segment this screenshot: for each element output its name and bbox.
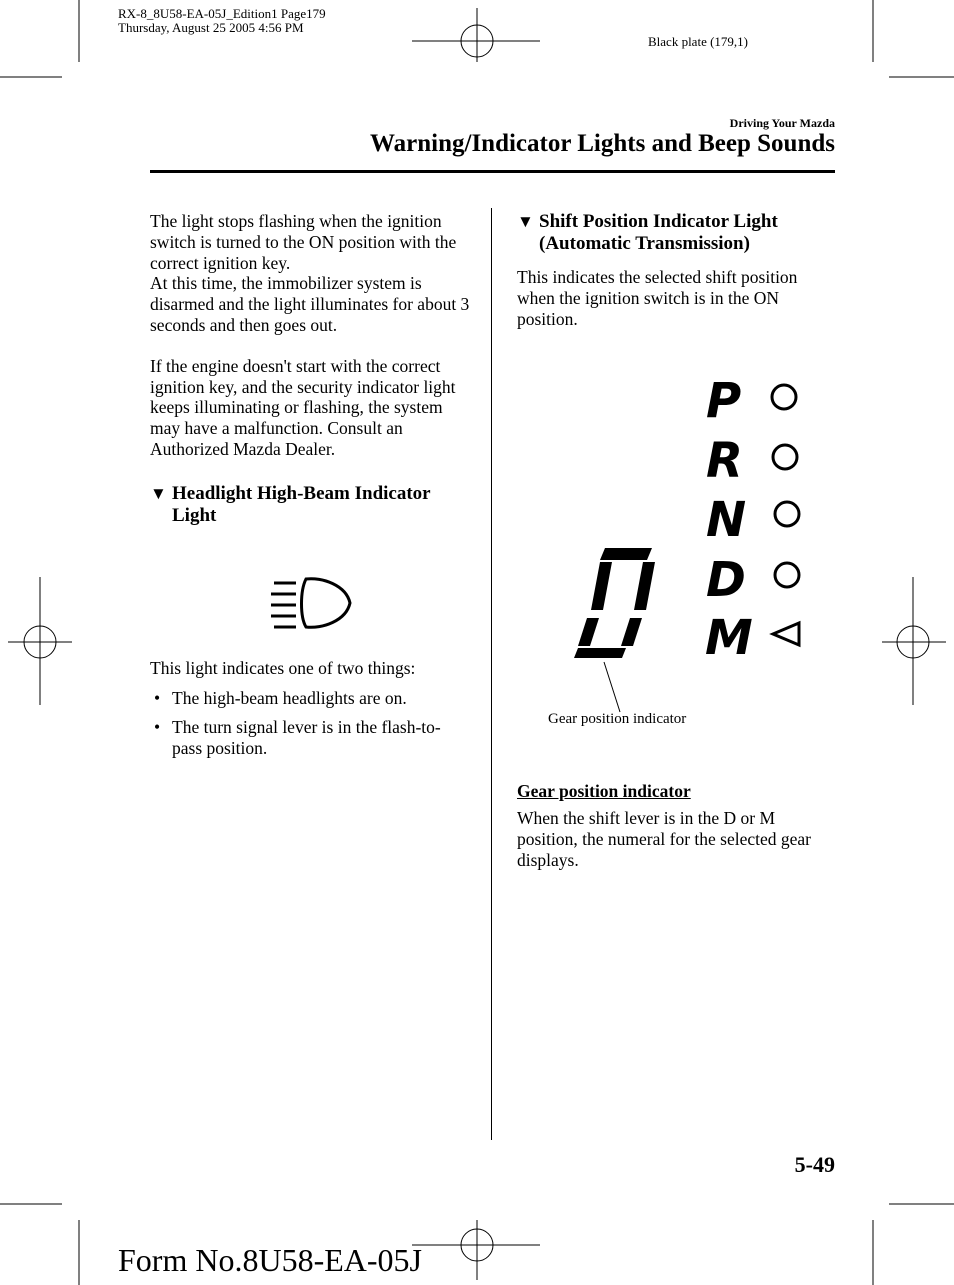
print-info-line2: Thursday, August 25 2005 4:56 PM — [118, 20, 304, 35]
seven-segment-digit — [574, 548, 655, 658]
down-triangle-icon: ▼ — [517, 212, 534, 231]
diagram-caption: Gear position indicator — [548, 711, 687, 727]
plate-label: Black plate (179,1) — [648, 34, 748, 49]
left-triangle-icon — [773, 623, 799, 645]
page-number: 5-49 — [794, 1152, 835, 1177]
print-info-line1: RX-8_8U58-EA-05J_Edition1 Page179 — [118, 6, 326, 21]
list-item: • The turn signal lever is in the flash-to-pass position. — [154, 717, 441, 759]
shift-paragraph: This indicates the selected shift position when the ignition switch is in the ON position. — [517, 267, 798, 329]
gear-position-paragraph: When the shift lever is in the D or M position, the numeral for the selected gear displays. — [517, 808, 811, 870]
gear-d-label: D — [706, 552, 746, 608]
headlight-intro: This light indicates one of two things: — [150, 657, 416, 678]
gear-m-label: M — [705, 610, 753, 666]
paragraph-flashing: The light stops flashing when the ignition switch is turned to the ON position with the correct ignition key. — [150, 211, 457, 273]
page-title: Warning/Indicator Lights and Beep Sounds — [370, 130, 835, 157]
list-item: • The high-beam headlights are on. — [154, 687, 407, 708]
gear-p-label: P — [706, 373, 742, 429]
down-triangle-icon: ▼ — [150, 483, 167, 503]
gear-n-label: N — [706, 492, 747, 548]
gear-r-label: R — [706, 433, 743, 489]
gear-position-heading: Gear position indicator — [517, 781, 691, 801]
headlight-heading-text: Headlight High-Beam Indicator Light — [172, 482, 431, 526]
gear-position-section — [517, 781, 837, 870]
paragraph-disarmed: At this time, the immobilizer system is disarmed and the light illuminates for about 3 seconds and then goes out. — [150, 273, 470, 335]
section-label: Driving Your Mazda — [729, 116, 835, 130]
gear-d-indicator — [775, 563, 799, 587]
gear-p-indicator — [772, 385, 796, 409]
gear-r-indicator — [773, 445, 797, 469]
shift-heading-text: Shift Position Indicator Light (Automatic Transmission) — [539, 211, 778, 254]
paragraph-malfunction: If the engine doesn't start with the correct ignition key, and the security indicator light keeps illuminating or flashing, the system may have a malfunction. Consult an Authorized Mazda Dealer. — [150, 355, 456, 459]
gear-n-indicator — [775, 502, 799, 526]
form-number: Form No.8U58-EA-05J — [118, 1242, 422, 1278]
caption-leader-line — [604, 662, 620, 712]
